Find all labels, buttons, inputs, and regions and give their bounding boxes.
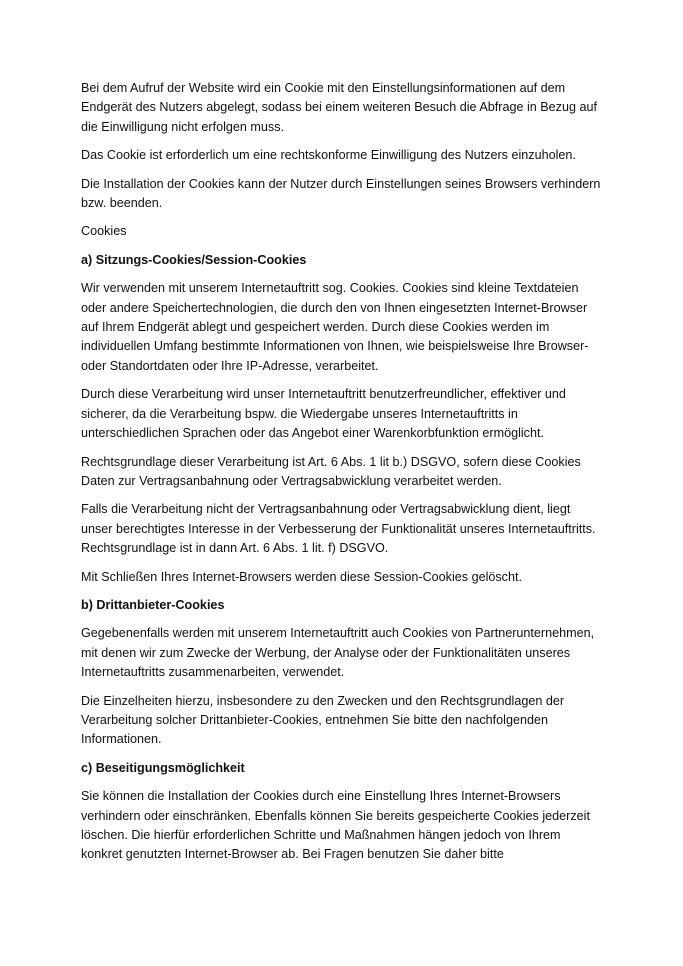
paragraph-cookie-settings: Bei dem Aufruf der Website wird ein Cookie mit den Einstellungsinformationen auf dem Endgerät des Nutzers abgelegt, sodass bei einem weiteren Besuch die Abfrage in Bezug auf die Einwilligung nicht erfolgen muss. (81, 81, 597, 134)
heading-removal-option: c) Beseitigungsmöglichkeit (81, 760, 245, 775)
paragraph-cookie-required: Das Cookie ist erforderlich um eine rechtskonforme Einwilligung des Nutzers einzuholen. (81, 148, 576, 163)
paragraph-cookies-label: Cookies (81, 224, 127, 239)
paragraph-browser-install: Die Installation der Cookies kann der Nutzer durch Einstellungen seines Browsers verhindern bzw. beenden. (81, 176, 601, 211)
paragraph-removal-details: Sie können die Installation der Cookies durch eine Einstellung Ihres Internet-Browsers verhindern oder einschränken. Ebenfalls können Sie bereits gespeicherte Cookies jederzeit löschen. Die hierfür erforderlichen Schritte und Maßnahmen hängen jedoch von Ihrem konkret genutzten Internet-Browser ab. Bei Fragen benutzen Sie daher bitte (81, 789, 590, 862)
paragraph-third-party-intro: Gegebenenfalls werden mit unserem Internetauftritt auch Cookies von Partnerunternehmen, mit denen wir zum Zwecke der Werbung, der Analyse oder der Funktionalitäten unseres Internetauftritts zusammenarbeiten, verwendet. (81, 626, 595, 680)
paragraph-legal-basis-f: Falls die Verarbeitung nicht der Vertragsanbahnung oder Vertragsabwicklung dient, liegt unser berechtigtes Interesse in der Verbesserung der Funktionalität unseres Internetauftritts. Rechtsgrundlage ist in dann Art. 6 Abs. 1 lit. f) DSGVO. (81, 502, 596, 556)
paragraph-session-deleted: Mit Schließen Ihres Internet-Browsers werden diese Session-Cookies gelöscht. (81, 569, 522, 584)
paragraph-session-cookies-intro: Wir verwenden mit unserem Internetauftritt sog. Cookies. Cookies sind kleine Textdateien oder andere Speichertechnologien, die durch den von Ihnen eingesetzten Internet-Browser auf Ihrem Endgerät ablegt und gespeichert werden. Durch diese Cookies werden im individuellen Umfang bestimmte Informationen von Ihnen, wie beispielsweise Ihre Browser- oder Standortdaten oder Ihre IP-Adresse, verarbeitet. (81, 281, 589, 373)
heading-session-cookies: a) Sitzungs-Cookies/Session-Cookies (81, 252, 307, 267)
paragraph-third-party-details: Die Einzelheiten hierzu, insbesondere zu den Zwecken und den Rechtsgrundlagen der Verarbeitung solcher Drittanbieter-Cookies, entnehmen Sie bitte den nachfolgenden Informationen. (81, 693, 565, 747)
paragraph-processing-purpose: Durch diese Verarbeitung wird unser Internetauftritt benutzerfreundlicher, effektiver und sicherer, da die Verarbeitung bspw. die Wiedergabe unseres Internetauftritts in unterschiedlichen Sprachen oder das Angebot einer Warenkorbfunktion ermöglicht. (81, 387, 566, 441)
heading-third-party-cookies: b) Drittanbieter-Cookies (81, 597, 225, 612)
paragraph-legal-basis-b: Rechtsgrundlage dieser Verarbeitung ist Art. 6 Abs. 1 lit b.) DSGVO, sofern diese Cookies Daten zur Vertragsanbahnung oder Vertragsabwicklung verarbeitet werden. (81, 454, 581, 488)
